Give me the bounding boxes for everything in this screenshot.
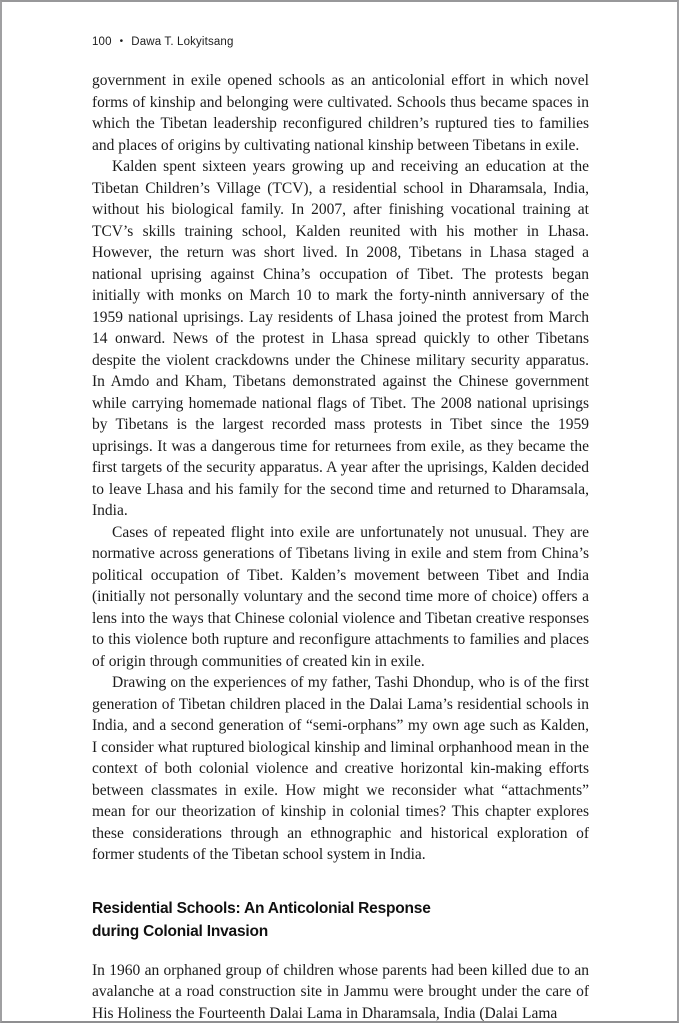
bullet-separator-icon: • [119,36,124,47]
running-header [92,36,589,48]
section-heading-line-1: Residential Schools: An Anticolonial Response [92,899,431,917]
body-paragraph-1: government in exile opened schools as an anticolonial effort in which novel forms of kinship and belonging were cultivated. Schools thus became spaces in which the Tibetan leadership reconfigured children’s ruptured ties to families and places of origins by cultivating national kinship between Tibetans in exile. [92,72,589,154]
section-heading-line-2: during Colonial Invasion [92,922,269,940]
body-paragraph-4: Drawing on the experiences of my father, Tashi Dhondup, who is of the first generation of Tibetan children placed in the Dalai Lama’s residential schools in India, and a second generation of “semi-orphans” my own age such as Kalden, I consider what ruptured biological kinship and liminal orphanhood mean in the context of both colonial violence and creative horizontal kin-making efforts between classmates in exile. How might we reconsider what “attachments” mean for our theorization of kinship in colonial times? This chapter explores these considerations through an ethnographic and historical exploration of former students of the Tibetan school system in India. [92,674,589,863]
page-number: 100 [92,36,112,48]
body-paragraph-5: In 1960 an orphaned group of children whose parents had been killed due to an avalanche at a road construction site in Jammu were brought under the care of His Holiness the Fourteenth Dalai Lama in Dharamsala, India (Dalai Lama [92,961,589,1022]
running-header-author: Dawa T. Lokyitsang [131,36,234,48]
section-heading [92,897,589,943]
page-content [2,2,677,1023]
body-paragraph-3: Cases of repeated flight into exile are unfortunately not unusual. They are normative across generations of Tibetans living in exile and stem from China’s political occupation of Tibet. Kalden’s movement between Tibet and India (initially not personally voluntary and the second time more of choice) offers a lens into the ways that Chinese colonial violence and Tibetan creative responses to this violence both rupture and reconfigure attachments to families and places of origin through communities of created kin in exile. [92,523,589,670]
body-paragraph-2: Kalden spent sixteen years growing up and receiving an education at the Tibetan Children’s Village (TCV), a residential school in Dharamsala, India, without his biological family. In 2007, after finishing vocational training at TCV’s skills training school, Kalden reunited with his mother in Lhasa. However, the return was short lived. In 2008, Tibetans in Lhasa staged a national uprising against China’s occupation of Tibet. The protests began initially with monks on March 10 to mark the forty-ninth anniversary of the 1959 national uprisings. Lay residents of Lhasa joined the protest from March 14 onward. News of the protest in Lhasa spread quickly to other Tibetans despite the violent crackdowns under the Chinese military security apparatus. In Amdo and Kham, Tibetans demonstrated against the Chinese government while carrying homemade national flags of Tibet. The 2008 national uprisings by Tibetans is the largest recorded mass protests in Tibet since the 1959 uprisings. It was a dangerous time for returnees from exile, as they became the first targets of the security apparatus. A year after the uprisings, Kalden decided to leave Lhasa and his family for the second time and returned to Dharamsala, India. [92,158,589,519]
